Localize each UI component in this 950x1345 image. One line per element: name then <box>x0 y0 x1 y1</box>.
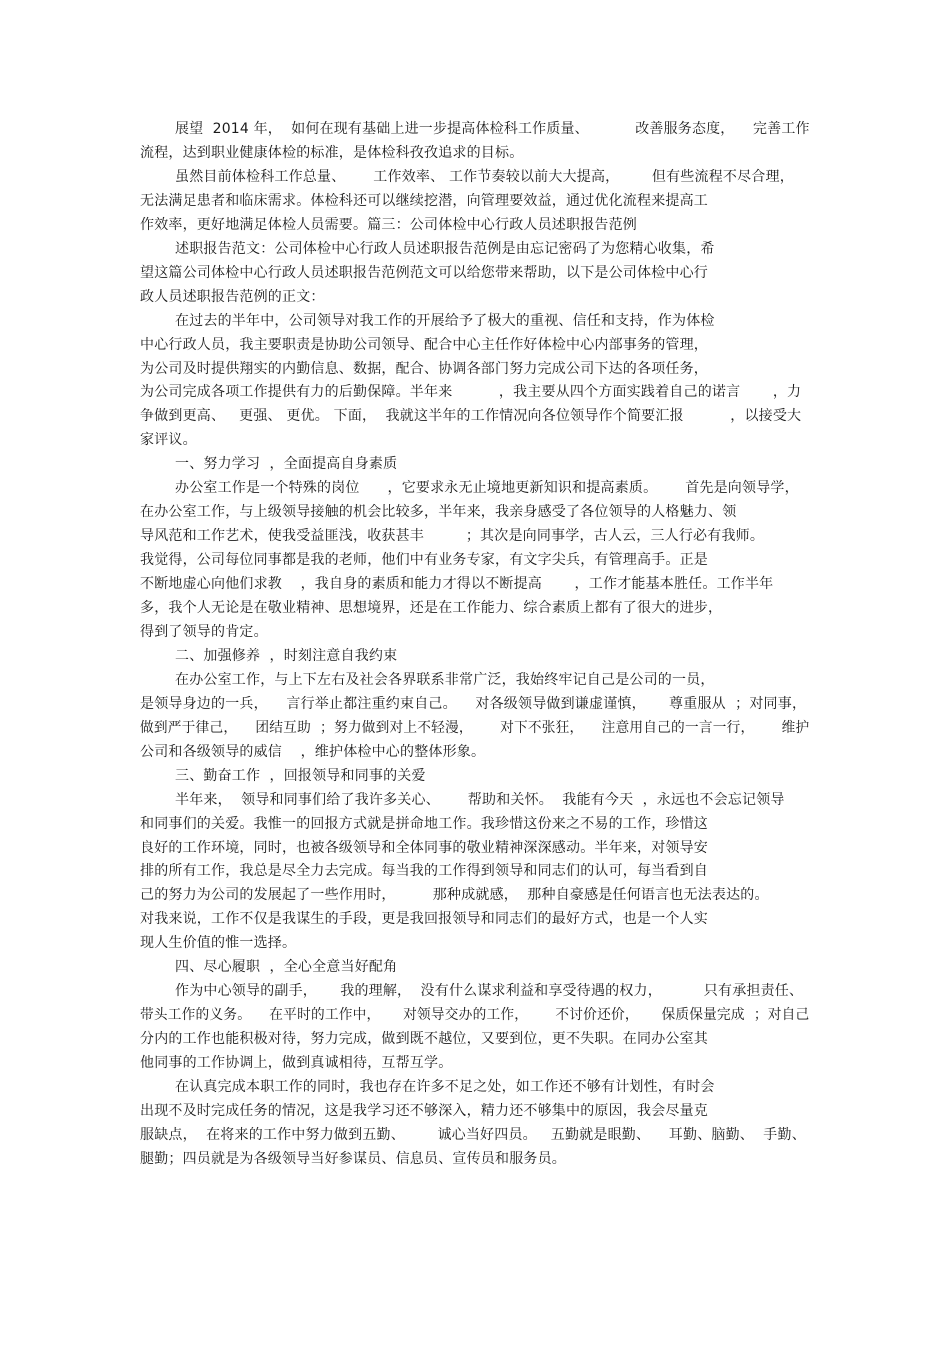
text-line: 在过去的半年中，公司领导对我工作的开展给予了极大的重视、信任和支持，作为体检 <box>175 312 715 329</box>
text-line: 为公司及时提供翔实的内勤信息、数据，配合、协调各部门努力完成公司下达的各项任务， <box>140 360 708 377</box>
text-line: 展望 2014 年， 如何在现有基础上进一步提高体检科工作质量、 改善服务态度， 完善工作 <box>175 121 810 137</box>
text-line: 排的所有工作，我总是尽全力去完成。每当我的工作得到领导和同志们的认可，每当看到自 <box>140 863 708 880</box>
text-line: 办公室工作是一个特殊的岗位 ，它要求永无止境地更新知识和提高素质。 首先是向领导学， <box>175 480 799 497</box>
text-line: 是领导身边的一兵， 言行举止都注重约束自己。 对各级领导做到谦虚谨慎， 尊重服从 ；对同事， <box>140 695 807 712</box>
text-line: 为公司完成各项工作提供有力的后勤保障。半年来 ，我主要从四个方面实践着自己的诺言 ，力 <box>140 384 802 401</box>
text-line: 政人员述职报告范例的正文： <box>140 288 325 305</box>
text-line: 一、努力学习 ，全面提高自身素质 <box>175 456 398 473</box>
text-line: 得到了领导的肯定。 <box>140 623 268 640</box>
text-line: 和同事们的关爱。我惟一的回报方式就是拼命地工作。我珍惜这份来之不易的工作，珍惜这 <box>140 815 708 832</box>
text-line: 对我来说，工作不仅是我谋生的手段，更是我回报领导和同志们的最好方式，也是一个人实 <box>140 911 708 928</box>
text-line: 中心行政人员，我主要职责是协助公司领导、配合中心主任作好体检中心内部事务的管理， <box>140 336 708 353</box>
text-line: 导风范和工作艺术，使我受益匪浅，收获甚丰 ；其次是向同事学，古人云，三人行必有我师。 <box>140 528 765 545</box>
text-line: 无法满足患者和临床需求。体检科还可以继续挖潜，向管理要效益，通过优化流程来提高工 <box>140 192 708 209</box>
text-line: 多，我个人无论是在敬业精神、思想境界，还是在工作能力、综合素质上都有了很大的进步， <box>140 600 723 616</box>
text-line: 流程，达到职业健康体检的标准，是体检科孜孜追求的目标。 <box>140 144 524 161</box>
text-line: 不断地虚心向他们求教 ，我自身的素质和能力才得以不断提高 ，工作才能基本胜任。工作半年 <box>140 576 774 593</box>
text-line: 作效率，更好地满足体检人员需要。篇三：公司体检中心行政人员述职报告范例 <box>140 216 637 233</box>
text-line: 虽然目前体检科工作总量、 工作效率、 工作节奏较以前大大提高， 但有些流程不尽合理， <box>175 168 794 185</box>
text-line: 二、加强修养 ，时刻注意自我约束 <box>175 647 398 664</box>
text-line: 腿勤；四员就是为各级领导当好参谋员、信息员、宣传员和服务员。 <box>140 1150 566 1167</box>
text-line: 我觉得，公司每位同事都是我的老师，他们中有业务专家，有文字尖兵，有管理高手。正是 <box>140 552 708 569</box>
text-line: 四、尽心履职 ，全心全意当好配角 <box>175 959 398 976</box>
text-line: 在办公室工作，与上级领导接触的机会比较多，半年来，我亲身感受了各位领导的人格魅力、领 <box>140 504 737 521</box>
text-line: 在认真完成本职工作的同时，我也存在许多不足之处，如工作还不够有计划性，有时会 <box>175 1079 715 1095</box>
text-line: 己的努力为公司的发展起了一些作用时， 那种成就感， 那种自豪感是任何语言也无法表达的。 <box>140 887 769 904</box>
text-line: 服缺点， 在将来的工作中努力做到五勤、 诚心当好四员。 五勤就是眼勤、 耳勤、脑勤、 手勤、 <box>140 1126 806 1143</box>
text-line: 半年来， 领导和同事们给了我许多关心、 帮助和关怀。 我能有今天 ，永远也不会忘记领导 <box>175 791 785 808</box>
text-line: 作为中心领导的副手， 我的理解， 没有什么谋求利益和享受待遇的权力， 只有承担责任、 <box>175 983 804 1000</box>
text-line: 述职报告范文：公司体检中心行政人员述职报告范例是由忘记密码了为您精心收集，希 <box>175 240 715 257</box>
text-line: 带头工作的义务。 在平时的工作中， 对领导交办的工作， 不讨价还价， 保质保量完成 ；对自己 <box>140 1007 810 1024</box>
text-line: 做到严于律己， 团结互助 ；努力做到对上不轻漫， 对下不张狂， 注意用自己的一言一行， 维护 <box>140 719 810 736</box>
text-line: 望这篇公司体检中心行政人员述职报告范例范文可以给您带来帮助，以下是公司体检中心行 <box>140 264 708 281</box>
text-line: 家评议。 <box>140 432 197 449</box>
text-line: 良好的工作环境，同时，也被各级领导和全体同事的敬业精神深深感动。半年来，对领导安 <box>140 839 708 856</box>
text-line: 公司和各级领导的威信 ，维护体检中心的整体形象。 <box>140 743 486 760</box>
text-line: 争做到更高、 更强、 更优。 下面， 我就这半年的工作情况向各位领导作个简要汇报 ，以接受大 <box>140 408 802 425</box>
text-line: 三、勤奋工作 ，回报领导和同事的关爱 <box>175 767 426 784</box>
text-line: 现人生价值的惟一选择。 <box>140 935 297 952</box>
text-line: 在办公室工作，与上下左右及社会各界联系非常广泛，我始终牢记自己是公司的一员， <box>175 671 715 688</box>
text-line: 他同事的工作协调上，做到真诚相待，互帮互学。 <box>140 1055 453 1072</box>
text-line: 出现不及时完成任务的情况，这是我学习还不够深入，精力还不够集中的原因，我会尽量克 <box>140 1102 708 1119</box>
text-line: 分内的工作也能积极对待，努力完成，做到既不越位，又要到位，更不失职。在同办公室其 <box>140 1031 708 1048</box>
